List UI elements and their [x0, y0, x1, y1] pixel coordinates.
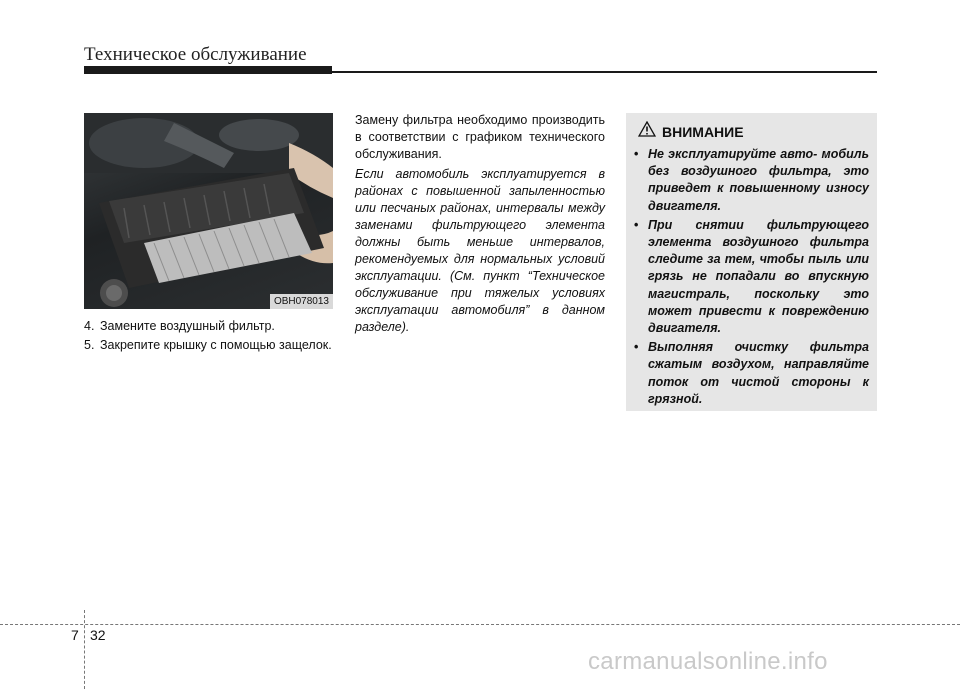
- instruction-steps: [84, 318, 334, 356]
- step-text: Закрепите крышку с помощью защелок.: [100, 338, 332, 352]
- bullet: •: [634, 340, 639, 355]
- caution-list: [634, 146, 869, 408]
- page-number: 32: [90, 627, 106, 643]
- header-rule-thick: [84, 66, 332, 74]
- list-item: [634, 217, 869, 337]
- bullet: •: [634, 147, 639, 161]
- step-text: Замените воздушный фильтр.: [100, 319, 275, 333]
- bullet: •: [634, 217, 639, 232]
- caution-text: При снятии фильтрующего элемента воздушного фильтра следите за тем, чтобы пыль или грязь не попадали во впускную магистраль, поскольку это может привести к повреждению двигателя.: [648, 217, 869, 336]
- list-item: [84, 337, 334, 354]
- figure-code: OBH078013: [270, 294, 333, 309]
- caution-text: Выполняя очистку фильтра сжатым воздухом, направляйте поток от чистой стороны к грязной.: [648, 340, 869, 406]
- caution-box: [626, 113, 877, 411]
- page-header-title: Техническое обслуживание: [84, 44, 307, 65]
- caution-header: [638, 121, 869, 142]
- list-item: [84, 318, 334, 335]
- step-number: 4.: [84, 319, 95, 333]
- list-item: [634, 146, 869, 215]
- air-filter-photo: [84, 113, 333, 309]
- section-number: 7: [71, 627, 79, 643]
- middle-column: [355, 112, 605, 339]
- footer-rule: [0, 624, 960, 625]
- header-rule-thin: [332, 71, 877, 73]
- step-number: 5.: [84, 338, 95, 352]
- replacement-paragraph: Замену фильтра необходимо производить в соответствии с графиком технического обслуживания.: [355, 113, 605, 161]
- caution-text: Не эксплуатируйте авто- мобиль без воздушного фильтра, это приведет к повышенному износу двигателя.: [648, 147, 869, 213]
- list-item: [634, 339, 869, 408]
- warning-triangle-icon: [638, 121, 656, 142]
- dusty-conditions-paragraph: Если автомобиль эксплуатируется в районах с повышенной запыленностью или песчаных районах, интервалы между заменами фильтрующего элемента должны быть меньше интервалов, рекомендуемых для нормальных условий эксплуатации. (См. пункт “Техническое обслуживание при тяжелых условиях эксплуатации автомобиля” в данном разделе).: [355, 167, 605, 334]
- footer-vertical-rule: [84, 610, 85, 689]
- caution-title: ВНИМАНИЕ: [662, 123, 744, 140]
- watermark: carmanualsonline.info: [588, 648, 828, 675]
